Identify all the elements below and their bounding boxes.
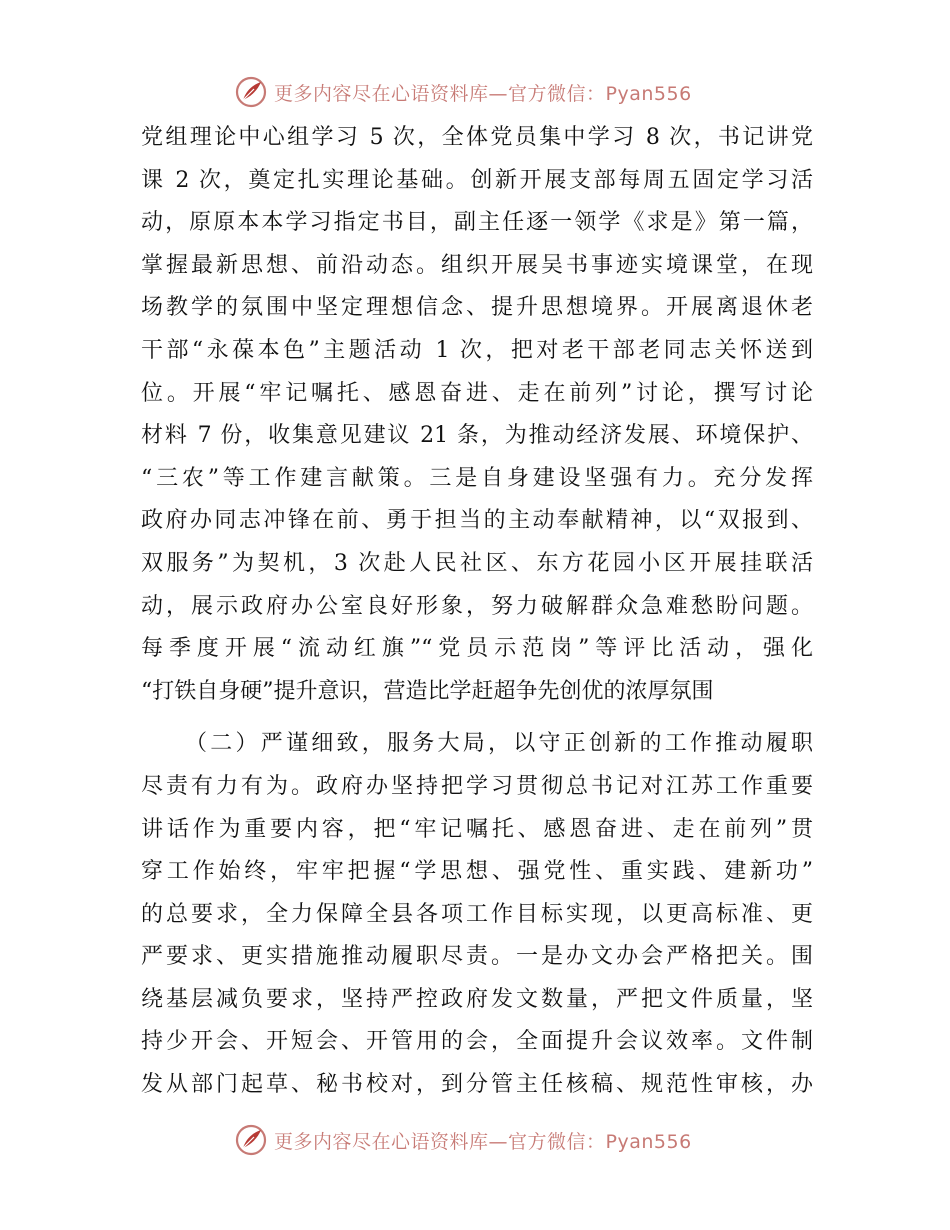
header-watermark xyxy=(234,72,734,112)
text-line: 掌握最新思想、前沿动态。组织开展吴书事迹实境课堂，在现 xyxy=(141,252,813,278)
footer-watermark-text: 更多内容尽在心语资料库—官方微信：Pyan556 xyxy=(274,1130,692,1153)
paragraph-gap xyxy=(141,713,813,723)
text-line: 政府办同志冲锋在前、勇于担当的主动奉献精神，以“双报到、 xyxy=(141,508,813,534)
text-line: 材料 7 份，收集意见建议 21 条，为推动经济发展、环境保护、 xyxy=(141,423,813,449)
text-line: 每季度开展“流动红旗”“党员示范岗”等评比活动，强化 xyxy=(141,636,813,662)
text-line: “打铁自身硬”提升意识，营造比学赶超争先创优的浓厚氛围 xyxy=(141,678,714,704)
text-line: 动，展示政府办公室良好形象，努力破解群众急难愁盼问题。 xyxy=(141,593,813,619)
text-line: 尽责有力有为。政府办坚持把学习贯彻总书记对江苏工作重要 xyxy=(141,773,813,799)
text-line: 双服务”为契机，3 次赴人民社区、东方花园小区开展挂联活 xyxy=(141,550,813,576)
section-heading-line: （二）严谨细致，服务大局，以守正创新的工作推动履职 xyxy=(185,731,813,757)
footer-watermark xyxy=(234,1120,734,1160)
text-line: 发从部门起草、秘书校对，到分管主任核稿、规范性审核，办 xyxy=(141,1072,813,1098)
paragraph xyxy=(141,723,813,1106)
paragraph xyxy=(141,117,813,713)
text-line: 持少开会、开短会、开管用的会，全面提升会议效率。文件制 xyxy=(141,1029,813,1055)
text-line: 位。开展“牢记嘱托、感恩奋进、走在前列”讨论，撰写讨论 xyxy=(141,380,813,406)
text-line: 穿工作始终，牢牢把握“学思想、强党性、重实践、建新功” xyxy=(141,859,813,885)
text-line: 场教学的氛围中坚定理想信念、提升思想境界。开展离退休老 xyxy=(141,295,813,321)
text-line: 课 2 次，奠定扎实理论基础。创新开展支部每周五固定学习活 xyxy=(141,167,813,193)
text-line: 干部“永葆本色”主题活动 1 次，把对老干部老同志关怀送到 xyxy=(141,337,813,363)
feather-pen-logo-icon xyxy=(234,1123,268,1157)
text-line: 党组理论中心组学习 5 次，全体党员集中学习 8 次，书记讲党 xyxy=(141,125,813,150)
text-line: “三农”等工作建言献策。三是自身建设坚强有力。充分发挥 xyxy=(141,465,813,491)
text-line: 动，原原本本学习指定书目，副主任逐一领学《求是》第一篇， xyxy=(141,210,813,236)
text-line: 严要求、更实措施推动履职尽责。一是办文办会严格把关。围 xyxy=(141,944,813,970)
document-body xyxy=(141,117,813,1107)
text-line: 的总要求，全力保障全县各项工作目标实现，以更高标准、更 xyxy=(141,901,813,927)
header-watermark-text: 更多内容尽在心语资料库—官方微信：Pyan556 xyxy=(274,82,692,105)
feather-pen-logo-icon xyxy=(234,75,268,109)
text-line: 讲话作为重要内容，把“牢记嘱托、感恩奋进、走在前列”贯 xyxy=(141,816,813,842)
text-line: 绕基层减负要求，坚持严控政府发文数量，严把文件质量，坚 xyxy=(141,986,813,1012)
